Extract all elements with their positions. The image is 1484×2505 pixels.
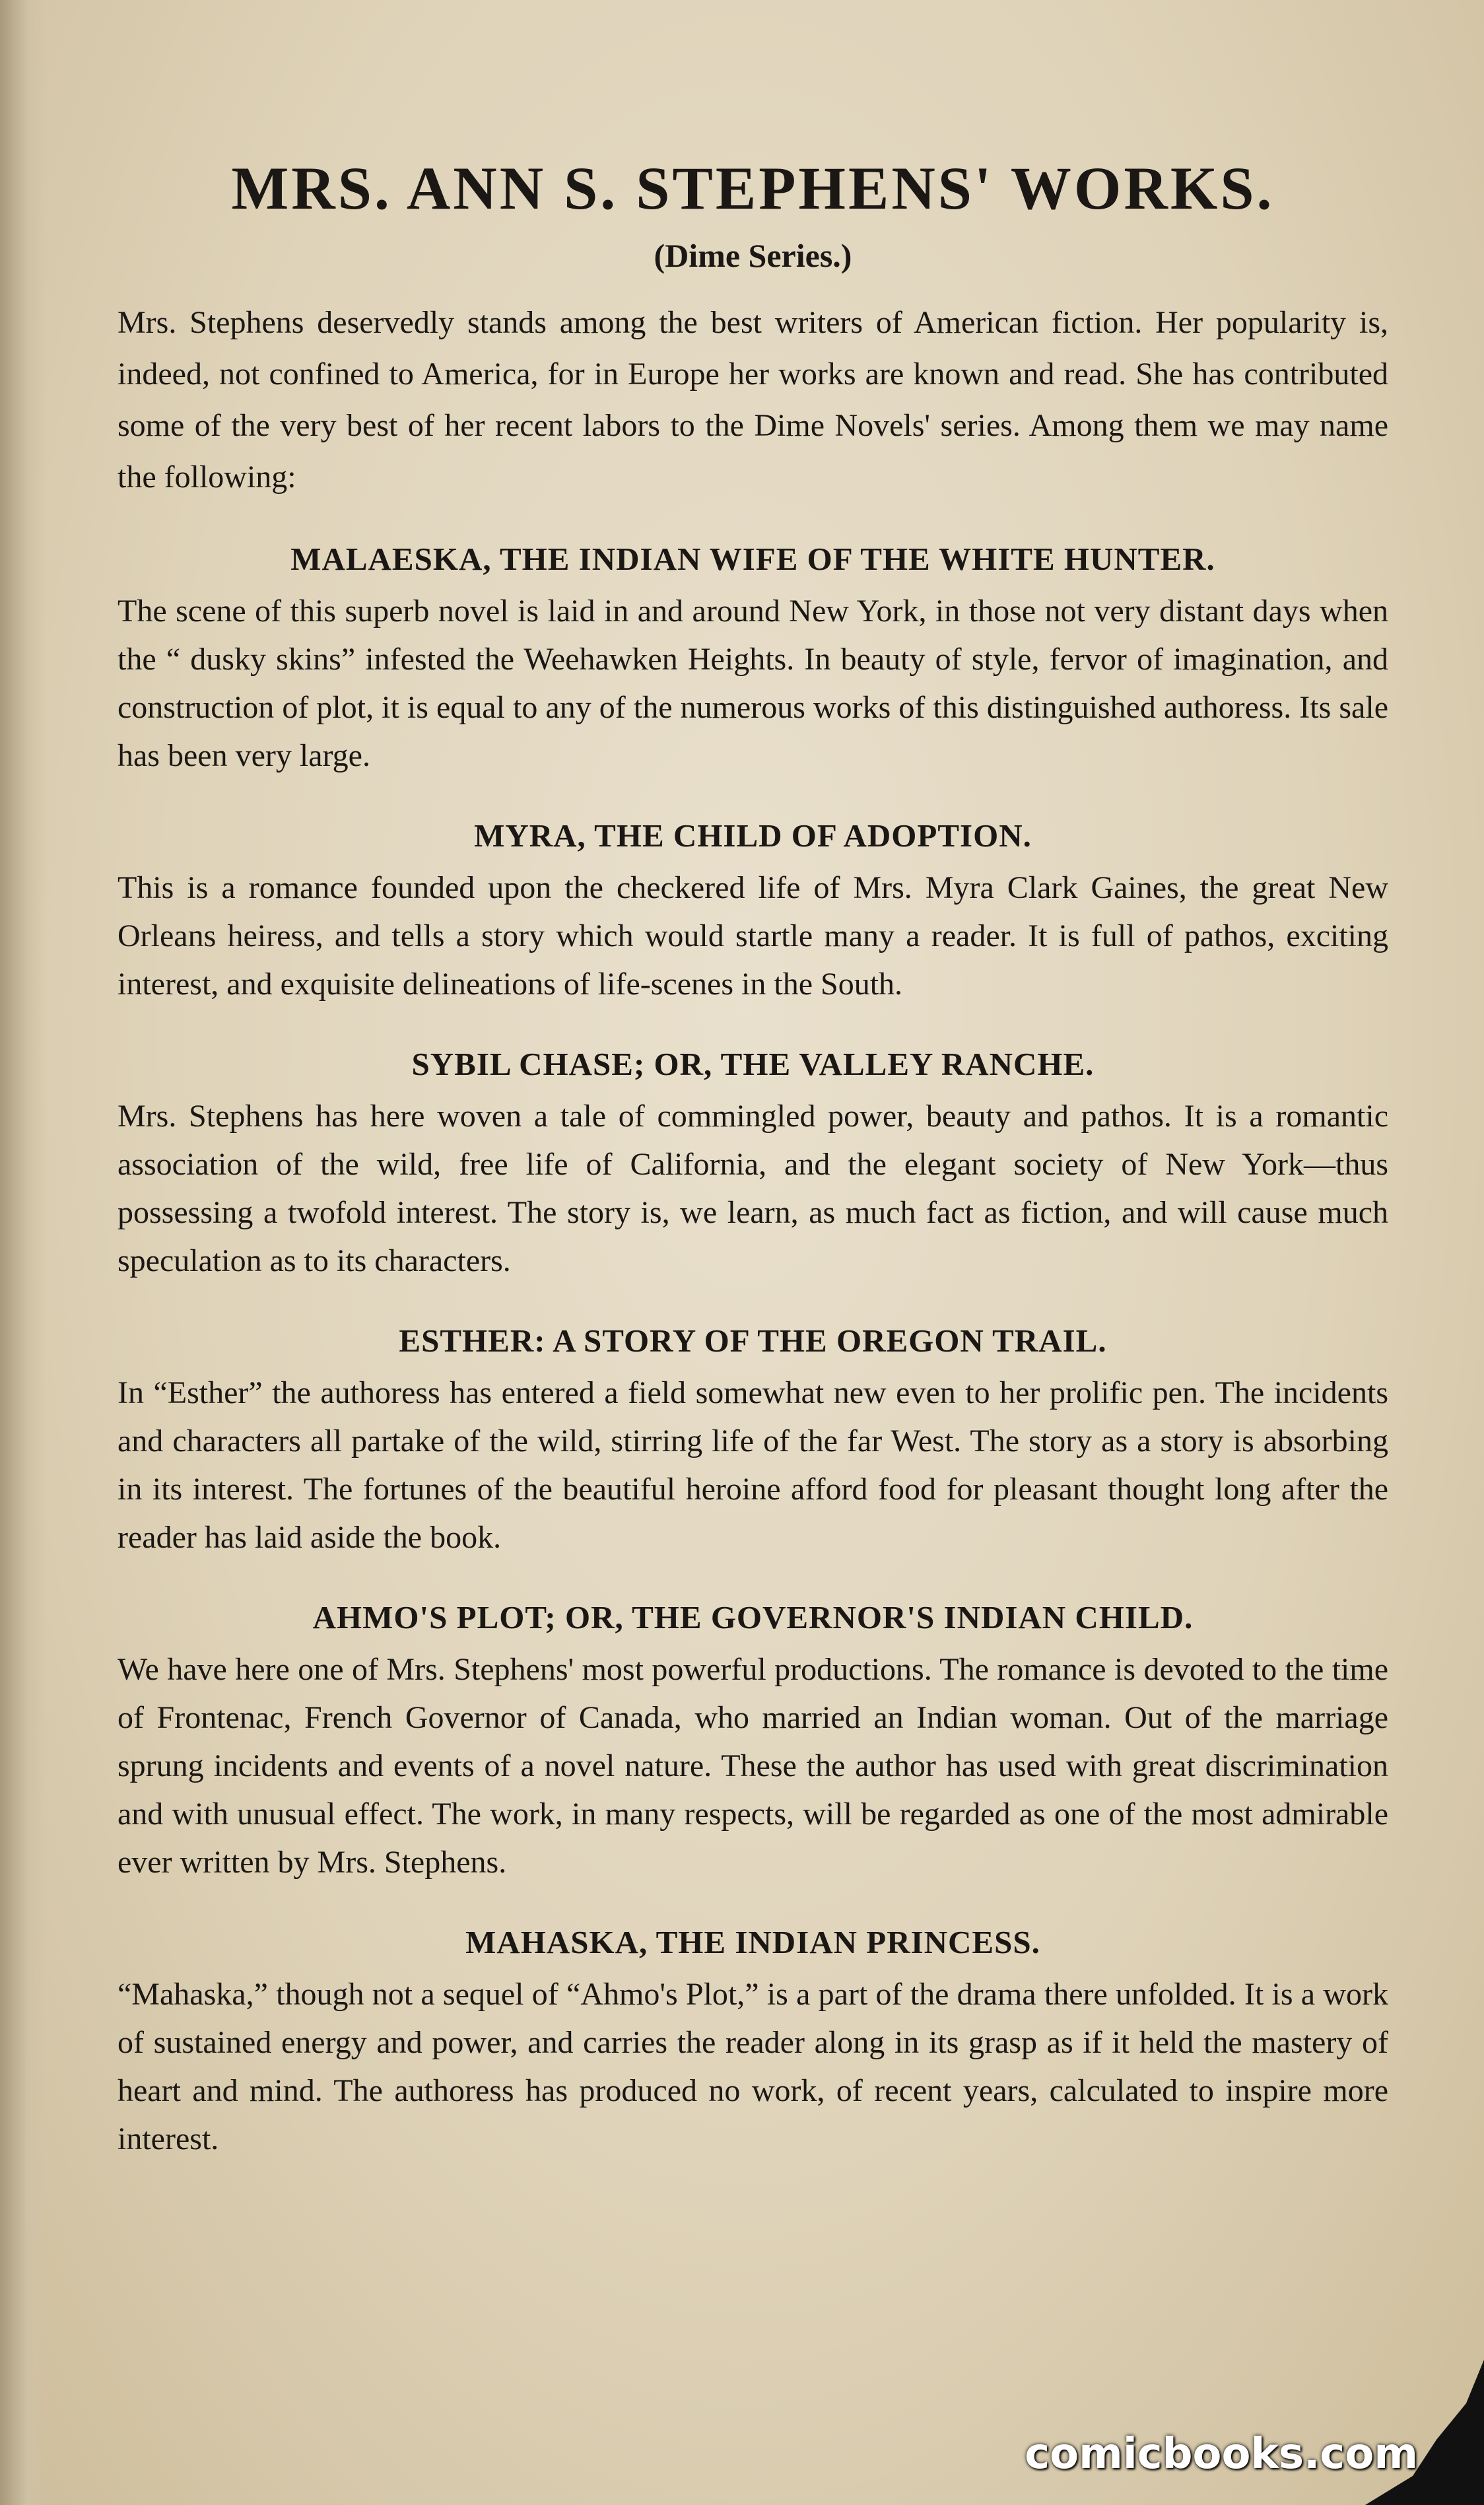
page-edge	[0, 0, 46, 2505]
section-heading: AHMO'S PLOT; OR, THE GOVERNOR'S INDIAN CHILD.	[312, 1599, 1194, 1635]
document-body	[118, 152, 1388, 2163]
section-text: This is a romance founded upon the checkered life of Mrs. Myra Clark Gaines, the great New Orleans heiress, and tells a story which would startle many a reader. It is full of pathos, exciting interest, and exquisite delineations of life-scenes in the South.	[118, 870, 1388, 1002]
section-malaeska	[118, 540, 1388, 780]
section-ahmos-plot	[118, 1598, 1388, 1886]
section-heading: MAHASKA, THE INDIAN PRINCESS.	[465, 1924, 1040, 1960]
section-esther	[118, 1322, 1388, 1561]
section-heading: MALAESKA, THE INDIAN WIFE OF THE WHITE HUNTER.	[290, 541, 1215, 577]
section-myra	[118, 817, 1388, 1008]
section-text: The scene of this superb novel is laid in and around New York, in those not very distant days when the “ dusky skins” infested the Weehawken Heights. In beauty of style, fervor of imagination, and construction of plot, it is equal to any of the numerous works of this distinguished authoress. Its sale has been very large.	[118, 594, 1388, 773]
section-heading: ESTHER: A STORY OF THE OREGON TRAIL.	[399, 1322, 1107, 1359]
section-text: “Mahaska,” though not a sequel of “Ahmo's Plot,” is a part of the drama there unfolded. It is a work of sustained energy and power, and carries the reader along in its grasp as if it held the mastery of heart and mind. The authoress has produced no work, of recent years, calculated to inspire more interest.	[118, 1977, 1388, 2156]
section-heading: SYBIL CHASE; OR, THE VALLEY RANCHE.	[411, 1046, 1095, 1082]
section-text: Mrs. Stephens has here woven a tale of commingled power, beauty and pathos. It is a romantic association of the wild, free life of California, and the elegant society of New York—thus possessing a twofold interest. The story is, we learn, as much fact as fiction, and will cause much speculation as to its characters.	[118, 1099, 1388, 1278]
section-heading: MYRA, THE CHILD OF ADOPTION.	[474, 817, 1032, 854]
intro-paragraph: Mrs. Stephens deservedly stands among the best writers of American fiction. Her popularity is, indeed, not confined to America, for in Europe her works are known and read. She has contributed some of the very best of her recent labors to the Dime Novels' series. Among them we may name the following:	[118, 305, 1388, 495]
watermark: comicbooks.com	[1025, 2430, 1418, 2479]
section-mahaska	[118, 1923, 1388, 2163]
section-text: In “Esther” the authoress has entered a field somewhat new even to her prolific pen. The incidents and characters all partake of the wild, stirring life of the far West. The story as a story is absorbing in its interest. The fortunes of the beautiful heroine afford food for pleasant thought long after the reader has laid aside the book.	[118, 1375, 1388, 1555]
page-title: MRS. ANN S. STEPHENS' WORKS.	[231, 154, 1275, 222]
section-text: We have here one of Mrs. Stephens' most powerful productions. The romance is devoted to the time of Frontenac, French Governor of Canada, who married an Indian woman. Out of the marriage sprung incidents and events of a novel nature. These the author has used with great discrimination and with unusual effect. The work, in many respects, will be regarded as one of the most admirable ever written by Mrs. Stephens.	[118, 1652, 1388, 1880]
section-sybil-chase	[118, 1045, 1388, 1285]
page-subtitle: (Dime Series.)	[654, 237, 852, 274]
